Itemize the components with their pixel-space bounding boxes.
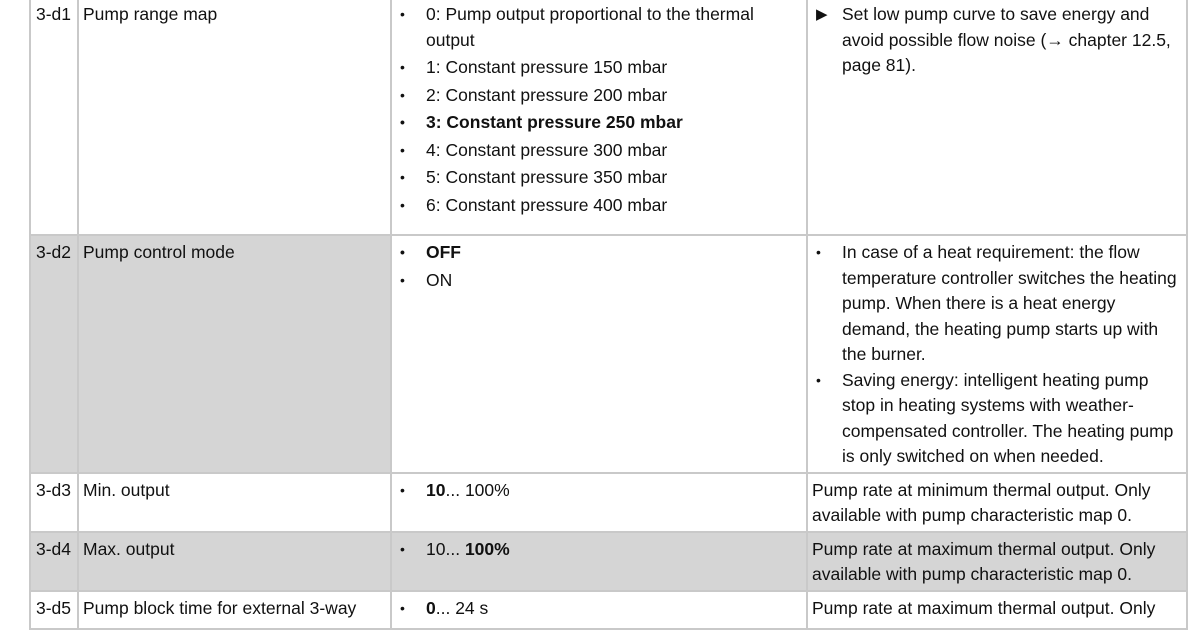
table-row [30,591,1187,629]
range-high-default: 100% [464,538,510,559]
instruction-text: Set low pump curve to save energy and avoid possible flow noise (→ chapter 12.5, page 81). [842,4,1171,75]
value-range [396,478,802,504]
range-low: 10 [426,538,446,559]
parameter-name: Min. output [78,473,391,532]
pump-parameter-table [29,0,1188,630]
range-low-default: 10 [426,479,446,500]
default-value-item: • 3: Constant pressure 250 mbar [396,110,802,136]
value-list [396,478,802,504]
parameter-remarks: Pump rate at maximum thermal output. Only [807,591,1187,629]
value-list [396,596,802,622]
parameter-code: 3-d4 [30,532,78,591]
value-item: • 4: Constant pressure 300 mbar [396,138,802,164]
range-separator: ... [445,479,461,500]
value-range [396,596,802,622]
triangle-right-icon: ▶ [816,6,828,23]
parameter-code: 3-d3 [30,473,78,532]
value-item: • ON [396,268,802,294]
parameter-values [391,591,807,629]
remark-item: • Saving energy: intelligent heating pump stop in heating systems with weather-compensated controller. The heating pump is only switched on when needed. [812,368,1182,470]
table-row [30,235,1187,473]
value-range [396,537,802,563]
value-item: • 0: Pump output proportional to the thermal output [396,2,802,53]
parameter-remarks: Pump rate at minimum thermal output. Only available with pump characteristic map 0. [807,473,1187,532]
range-low-default: 0 [426,597,436,618]
parameter-values [391,532,807,591]
range-separator: ... [435,597,451,618]
parameter-code: 3-d2 [30,235,78,473]
table-row [30,532,1187,591]
table-row [30,473,1187,532]
value-list [396,240,802,293]
parameter-code: 3-d1 [30,0,78,235]
parameter-values [391,0,807,235]
remark-item: • In case of a heat requirement: the flow temperature controller switches the heating pump. When there is a heat energy demand, the heating pump starts up with the burner. [812,240,1182,368]
parameter-name: Pump range map [78,0,391,235]
remark-list [812,240,1182,470]
parameter-name: Pump control mode [78,235,391,473]
value-list [396,537,802,563]
parameter-name: Max. output [78,532,391,591]
range-high: 24 s [455,597,489,618]
value-item: • 2: Constant pressure 200 mbar [396,83,802,109]
table-row [30,0,1187,235]
value-item: • 6: Constant pressure 400 mbar [396,193,802,219]
parameter-name: Pump block time for external 3-way [78,591,391,629]
parameter-remarks [807,0,1187,235]
value-list [396,2,802,218]
range-high: 100% [464,479,510,500]
page-margin [0,0,30,556]
parameter-values [391,235,807,473]
parameter-code: 3-d5 [30,591,78,629]
value-item: • 1: Constant pressure 150 mbar [396,55,802,81]
parameter-remarks [807,235,1187,473]
parameter-remarks: Pump rate at maximum thermal output. Only available with pump characteristic map 0. [807,532,1187,591]
parameter-values [391,473,807,532]
instruction-note [812,2,1182,79]
default-value-item: • OFF [396,240,802,266]
value-item: • 5: Constant pressure 350 mbar [396,165,802,191]
range-separator: ... [445,538,461,559]
